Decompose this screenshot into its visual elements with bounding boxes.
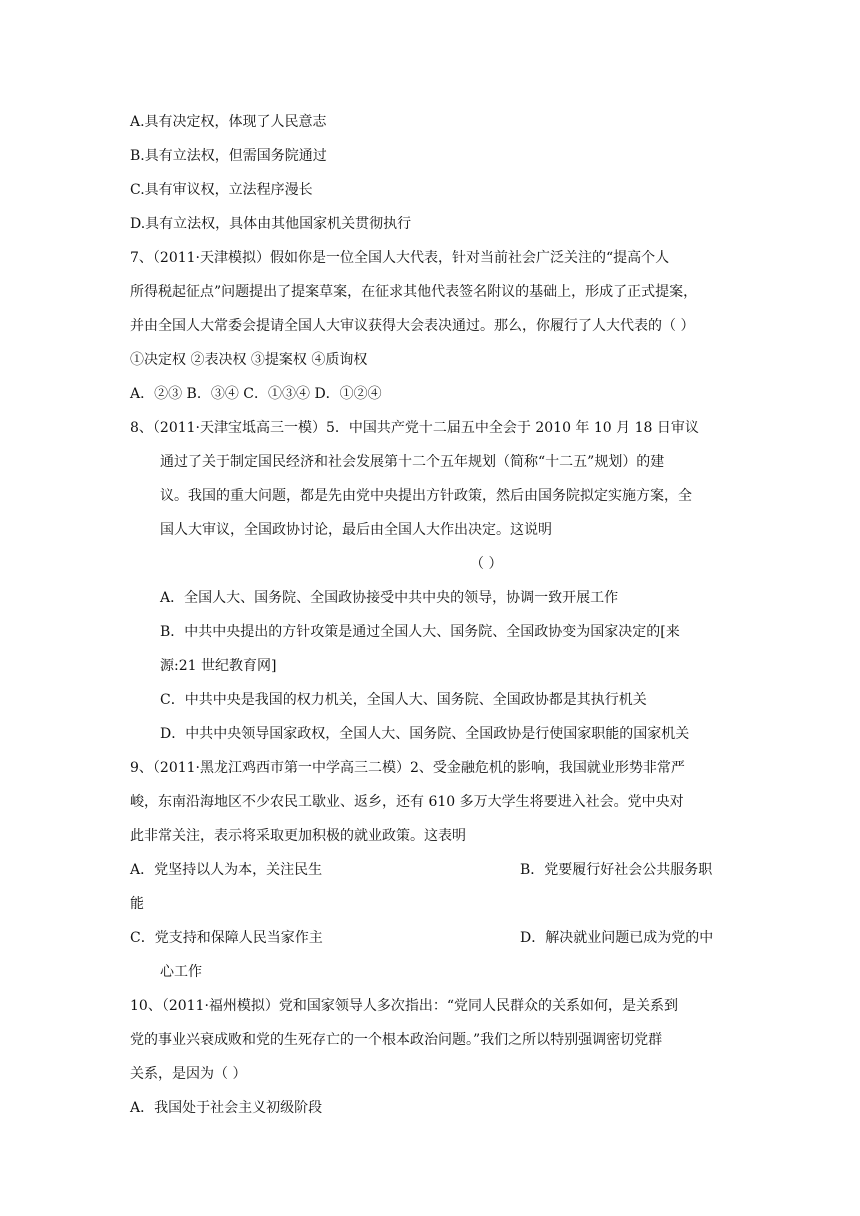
q9-option-b: B．党要履行好社会公共服务职 xyxy=(520,862,713,878)
q8-option-c: C．中共中央是我国的权力机关，全国人大、国务院、全国政协都是其执行机关 xyxy=(160,692,647,708)
q8-option-d: D．中共中央领导国家政权，全国人大、国务院、全国政协是行使国家职能的国家机关 xyxy=(160,726,690,742)
q7-line-1: 7、（2011·天津模拟）假如你是一位全国人大代表，针对当前社会广泛关注的“提高个人 xyxy=(130,250,670,266)
q7-line-2: 所得税起征点”问题提出了提案草案，在征求其他代表签名附议的基础上，形成了正式提案， xyxy=(130,284,698,300)
q10-line-3: 关系，是因为（ ） xyxy=(130,1066,247,1082)
q8-option-b: B．中共中央提出的方针攻策是通过全国人大、国务院、全国政协变为国家决定的[来 xyxy=(160,624,680,640)
q9-option-a: A．党坚持以人为本，关注民生 xyxy=(130,862,323,878)
q8-answer-blank: （ ） xyxy=(470,556,503,572)
q9-option-d: D．解决就业问题已成为党的中 xyxy=(520,930,714,946)
q7-line-3: 并由全国人大常委会提请全国人大审议获得大会表决通过。那么，你履行了人大代表的（ ） xyxy=(130,318,695,334)
q8-option-b-cont: 源:21 世纪教育网] xyxy=(160,658,277,674)
q6-option-b: B.具有立法权，但需国务院通过 xyxy=(130,148,327,164)
q7-items: ①决定权 ②表决权 ③提案权 ④质询权 xyxy=(130,352,368,368)
q9-option-b-cont: 能 xyxy=(130,896,144,912)
q6-option-a: A.具有决定权，体现了人民意志 xyxy=(130,114,327,130)
q8-line-1: 8、（2011·天津宝坻高三一模）5．中国共产党十二届五中全会于 2010 年 10 月 18 日审议 xyxy=(130,420,699,436)
q6-option-d: D.具有立法权，具体由其他国家机关贯彻执行 xyxy=(130,216,412,232)
q8-line-4: 国人大审议，全国政协讨论，最后由全国人大作出决定。这说明 xyxy=(160,522,552,538)
q9-line-3: 此非常关注，表示将采取更加积极的就业政策。这表明 xyxy=(130,828,466,844)
q8-line-3: 议。我国的重大问题，都是先由党中央提出方针政策，然后由国务院拟定实施方案，全 xyxy=(160,488,692,504)
q9-line-1: 9、（2011·黑龙江鸡西市第一中学高三二模）2、受金融危机的影响，我国就业形势非常严 xyxy=(130,760,685,776)
q9-option-c: C．党支持和保障人民当家作主 xyxy=(130,930,323,946)
q7-options: A．②③ B．③④ C．①③④ D．①②④ xyxy=(130,386,382,402)
q10-option-a: A．我国处于社会主义初级阶段 xyxy=(130,1100,323,1116)
q9-option-d-cont: 心工作 xyxy=(160,964,202,980)
q10-line-1: 10、（2011·福州模拟）党和国家领导人多次指出：“党同人民群众的关系如何，是关系到 xyxy=(130,998,679,1014)
q10-line-2: 党的事业兴衰成败和党的生死存亡的一个根本政治问题。”我们之所以特别强调密切党群 xyxy=(130,1032,663,1048)
q8-line-2: 通过了关于制定国民经济和社会发展第十二个五年规划（简称“十二五”规划）的建 xyxy=(160,454,665,470)
q9-line-2: 峻，东南沿海地区不少农民工歇业、返乡，还有 610 多万大学生将要进入社会。党中央对 xyxy=(130,794,684,810)
q6-option-c: C.具有审议权，立法程序漫长 xyxy=(130,182,313,198)
q8-option-a: A．全国人大、国务院、全国政协接受中共中央的领导，协调一致开展工作 xyxy=(160,590,619,606)
